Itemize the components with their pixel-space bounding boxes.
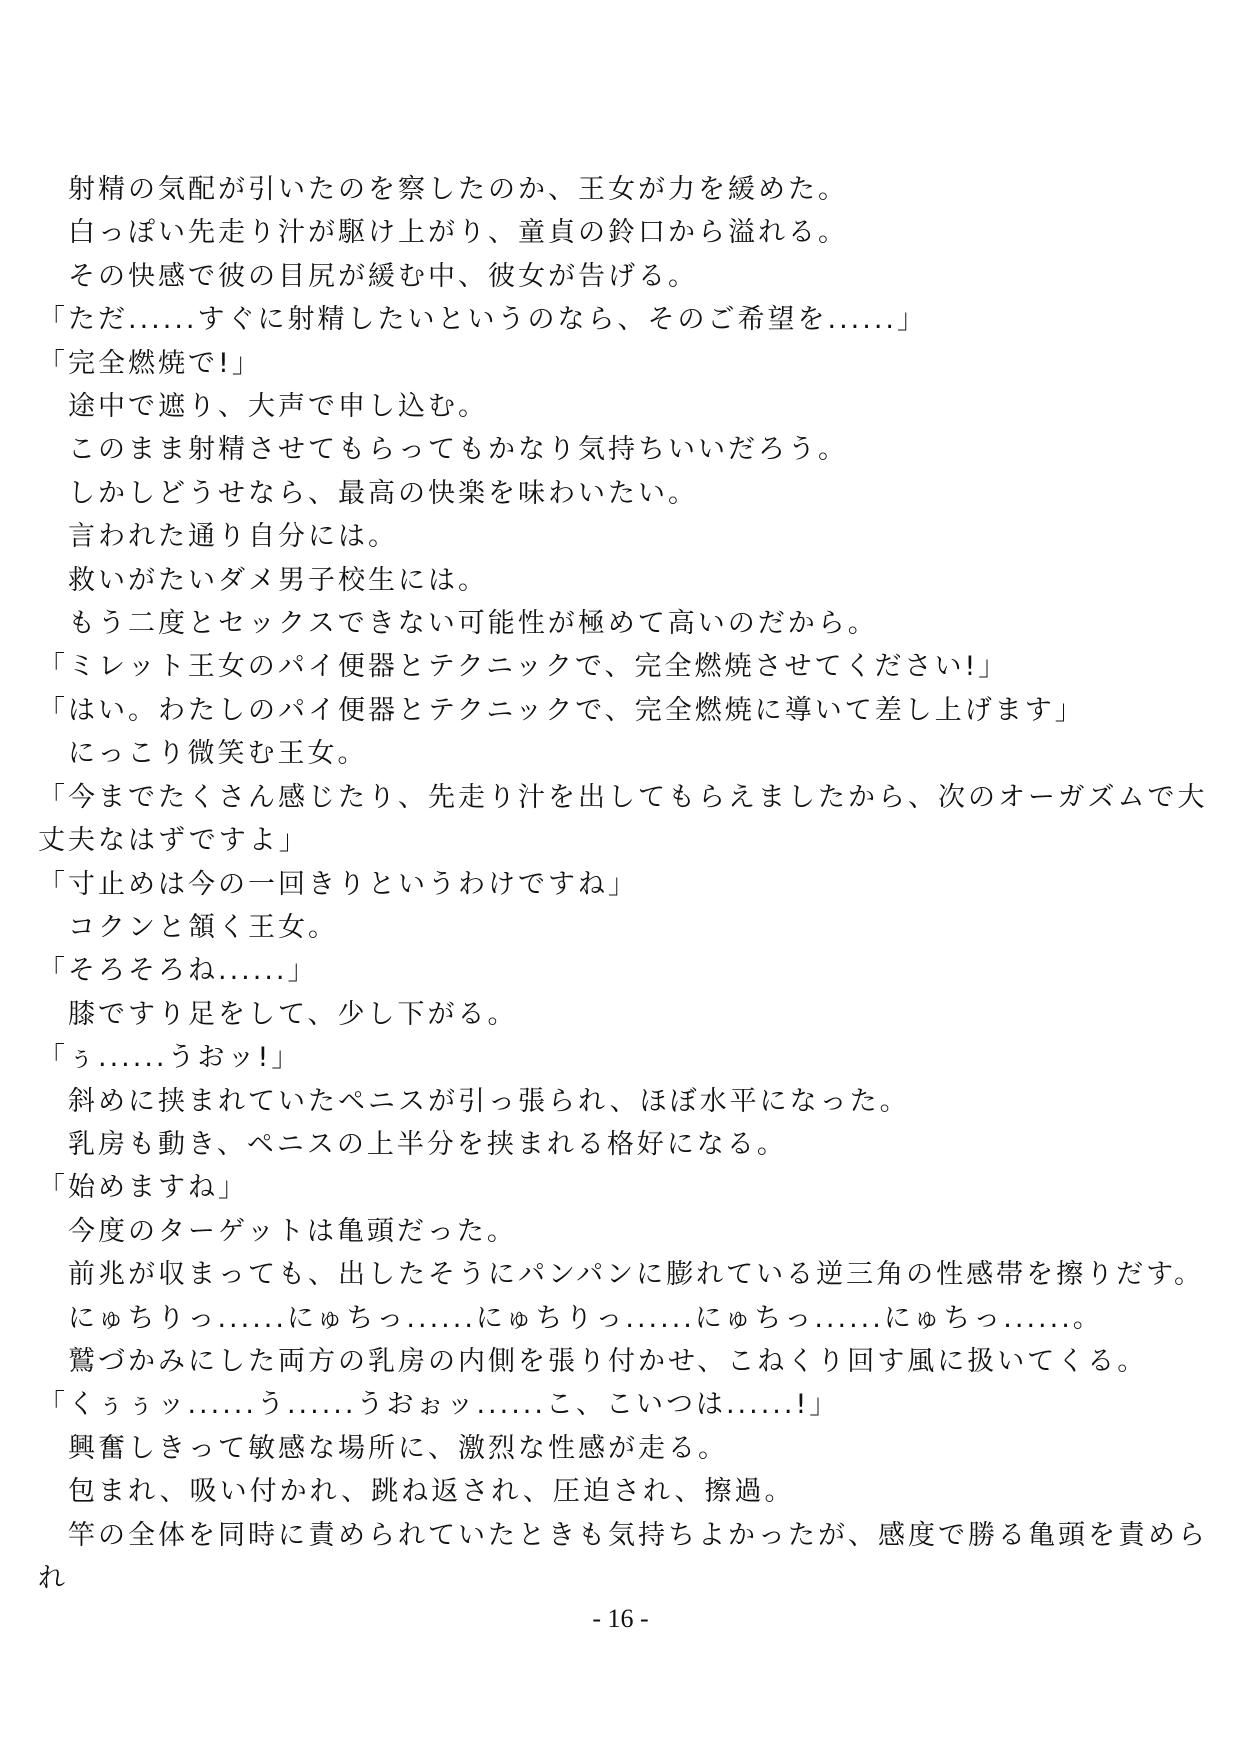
text-line: 救いがたいダメ男子校生には。 xyxy=(38,564,488,596)
body-text xyxy=(38,168,1208,1600)
text-line: 鷲づかみにした両方の乳房の内側を張り付かせ、こねくり回す風に扱いてくる。 xyxy=(38,1345,1148,1377)
text-line: にっこり微笑む王女。 xyxy=(38,738,368,770)
text-line: 前兆が収まっても、出したそうにパンパンに膨れている逆三角の性感帯を擦りだす。 xyxy=(38,1259,1204,1291)
text-line: もう二度とセックスできない可能性が極めて高いのだから。 xyxy=(38,608,878,640)
text-line: 「はい。わたしのパイ便器とテクニックで、完全燃焼に導いて差し上げます」 xyxy=(38,694,1085,726)
text-line: にゅちりっ......にゅちっ......にゅちりっ......にゅちっ......にゅちっ......。 xyxy=(38,1302,1103,1334)
text-line: 「ミレット王女のパイ便器とテクニックで、完全燃焼させてください!」 xyxy=(38,651,1009,683)
text-line: 「始めますね」 xyxy=(38,1172,248,1204)
text-line: 斜めに挟まれていたペニスが引っ張られ、ほぼ水平になった。 xyxy=(38,1085,910,1117)
text-line: しかしどうせなら、最高の快楽を味わいたい。 xyxy=(38,477,698,509)
text-line: 白っぽい先走り汁が駆け上がり、童貞の鈴口から溢れる。 xyxy=(38,217,848,249)
text-line: 「ぅ......うおッ!」 xyxy=(38,1042,302,1074)
text-line: 「くぅぅッ......う......うおぉッ......こ、こいつは......!」 xyxy=(38,1389,840,1421)
text-line: 言われた通り自分には。 xyxy=(38,521,398,553)
text-line: 「今までたくさん感じたり、先走り汁を出してもらえましたから、次のオーガズムで大丈夫なはずですよ」 xyxy=(38,781,1208,857)
text-line: コクンと頷く王女。 xyxy=(38,911,338,943)
text-line: 興奮しきって敏感な場所に、激烈な性感が走る。 xyxy=(38,1432,728,1464)
text-line: 「寸止めは今の一回きりというわけですね」 xyxy=(38,868,638,900)
text-line: 「完全燃焼で!」 xyxy=(38,347,262,379)
text-line: その快感で彼の目尻が緩む中、彼女が告げる。 xyxy=(38,260,698,292)
text-line: 膝ですり足をして、少し下がる。 xyxy=(38,998,518,1030)
text-line: 射精の気配が引いたのを察したのか、王女が力を緩めた。 xyxy=(38,174,848,205)
text-line: このまま射精させてもらってもかなり気持ちいいだろう。 xyxy=(38,434,848,466)
page-number: - 16 - xyxy=(592,1604,649,1633)
text-line: 乳房も動き、ペニスの上半分を挟まれる格好になる。 xyxy=(38,1128,787,1160)
text-line: 途中で遮り、大声で申し込む。 xyxy=(38,391,488,423)
text-line: 「ただ......すぐに射精したいというのなら、そのご希望を......」 xyxy=(38,304,927,336)
text-line: 「そろそろね......」 xyxy=(38,955,318,987)
text-line: 今度のターゲットは亀頭だった。 xyxy=(38,1215,517,1247)
text-line: 竿の全体を同時に責められていたときも気持ちよかったが、感度で勝る亀頭を責められ xyxy=(38,1519,1208,1594)
text-line: 包まれ、吸い付かれ、跳ね返され、圧迫され、擦過。 xyxy=(38,1476,795,1508)
